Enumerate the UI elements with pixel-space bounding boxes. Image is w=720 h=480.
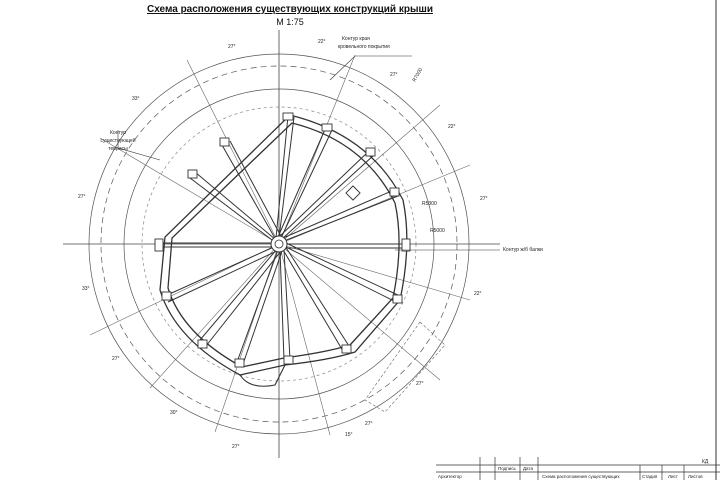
beam: [280, 151, 374, 239]
angle-label: 15°: [345, 432, 353, 438]
terrace-label-1: Контур: [109, 130, 127, 136]
beam-end: [322, 124, 332, 131]
beam-end: [198, 340, 207, 348]
radial-tick: [279, 244, 330, 435]
angle-label: 33°: [132, 96, 140, 102]
angle-label: 22°: [474, 291, 482, 297]
radial-tick: [187, 60, 279, 244]
drawing-title: Схема расположения существующих конструкций крыши: [147, 4, 433, 15]
radial-tick: [279, 244, 440, 380]
angle-label: 22°: [448, 124, 456, 130]
bottom-notch: [240, 365, 285, 386]
beam: [285, 244, 408, 248]
angle-label: 33°: [82, 286, 90, 292]
tb-code: КД: [702, 459, 709, 465]
roof-edge-label-2: кровельного покрытия: [338, 44, 390, 50]
angle-label: 27°: [480, 196, 488, 202]
beam: [280, 250, 290, 360]
tb-sheet-title: Схема расположения существующих: [542, 474, 620, 479]
r7000-label: R7000: [411, 67, 425, 83]
beam-end: [393, 295, 402, 303]
terrace-contour: [365, 322, 445, 412]
tb-author: Архитектор: [438, 474, 462, 479]
leader-roof-edge: [330, 56, 412, 80]
beam-end: [283, 113, 293, 120]
beam: [200, 249, 281, 346]
angle-label: 27°: [228, 44, 236, 50]
beam-end: [366, 148, 375, 156]
terrace-label-3: террасы: [108, 146, 128, 152]
angle-label: 30°: [170, 410, 178, 416]
beam-end: [402, 239, 410, 251]
angle-label: 22°: [318, 39, 326, 45]
beam-end: [220, 138, 229, 146]
angle-label: 27°: [232, 444, 240, 450]
beam-end: [235, 359, 244, 367]
drawing-scale: М 1:75: [276, 17, 304, 27]
r5300-label: R5300: [422, 201, 437, 207]
beam-end: [284, 356, 293, 364]
roof-edge-label-1: Контур края: [342, 36, 370, 42]
tb-sheet: Лист: [668, 474, 678, 479]
beam-end: [155, 239, 163, 251]
r5000-label: R5000: [430, 228, 445, 234]
angle-label: 27°: [78, 194, 86, 200]
tb-stage: Стадия: [642, 474, 658, 479]
beams-label: Контур ж/б балки: [503, 247, 543, 253]
terrace-label-2: существующей: [100, 138, 136, 144]
angle-label: 27°: [390, 72, 398, 78]
central-column: [271, 236, 287, 252]
beam-end: [162, 292, 171, 300]
angle-label: 27°: [112, 356, 120, 362]
radial-tick: [100, 138, 279, 244]
beam-end: [342, 345, 351, 353]
beam-end: [188, 170, 197, 178]
beam-end: [390, 188, 399, 196]
angle-label: 27°: [365, 421, 373, 427]
tb-date: Дата: [523, 466, 533, 471]
roof-opening: [346, 186, 360, 200]
tb-sign: Подпись: [498, 466, 516, 471]
tb-sheets: Листов: [688, 474, 703, 479]
angle-label: 27°: [416, 381, 424, 387]
